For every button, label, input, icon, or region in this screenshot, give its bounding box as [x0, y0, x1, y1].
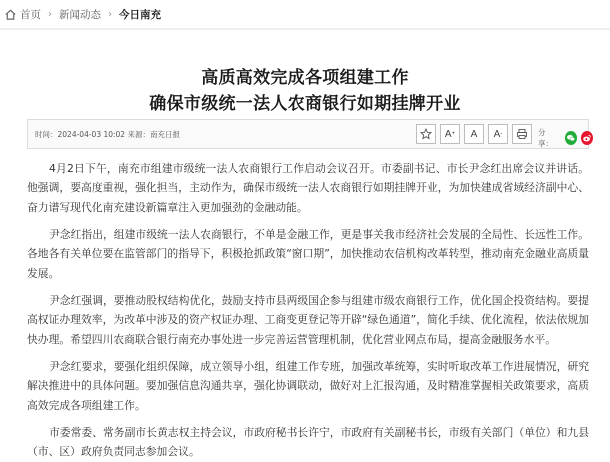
star-icon [420, 128, 432, 140]
share-group [538, 127, 593, 149]
breadcrumb-current: 今日南充 [119, 8, 161, 21]
wechat-share-icon[interactable] [565, 131, 577, 145]
breadcrumb-separator: › [48, 8, 52, 20]
weibo-icon [582, 133, 592, 143]
font-decrease-label: A [493, 128, 501, 140]
font-increase-sup: + [451, 131, 456, 137]
favorite-button[interactable] [416, 124, 436, 144]
font-decrease-button[interactable] [488, 124, 508, 144]
share-label: 分享： [538, 128, 553, 148]
header-divider [0, 28, 610, 30]
article-title-line1: 高质高效完成各项组建工作 [201, 68, 409, 88]
breadcrumb-section-link[interactable]: 新闻动态 [59, 8, 101, 21]
font-medium-button[interactable] [464, 124, 484, 144]
font-decrease-sup: - [500, 131, 503, 137]
breadcrumb-home-link[interactable]: 首页 [20, 8, 41, 21]
article-meta: 时间：2024-04-03 10:02 来源：南充日报 [35, 129, 180, 139]
article-paragraph: 尹念红指出，组建市级统一法人农商银行，不单是金融工作，更是事关我市经济社会发展的全局性、长远性工作。各地各有关单位要在监管部门的指导下，积极抢抓政策“窗口期”，加快推动农信机构改革转型，推动南充金融业高质量发展。 [27, 228, 589, 280]
font-increase-label: A [444, 128, 452, 140]
article-title-line2: 确保市级统一法人农商银行如期挂牌开业 [149, 94, 461, 114]
article-paragraph: 4月2日下午，南充市组建市级统一法人农商银行工作启动会议召开。市委副书记、市长尹念红出席会议并讲话。他强调，要高度重视，强化担当，主动作为，确保市级统一法人农商银行如期挂牌开业，为加快建成省域经济副中心、奋力谱写现代化南充建设新篇章注入更加强劲的金融动能。 [27, 162, 589, 214]
wechat-icon [566, 133, 576, 143]
article-paragraph: 尹念红强调，要推动股权结构优化，鼓励支持市县两级国企参与组建市级农商银行工作，优化国企投资结构。要提高权证办理效率，为改革中涉及的资产权证办理、工商变更登记等开辟“绿色通道”，简化手续、优化流程，依法依规加快办理。希望四川农商联合银行南充办事处进一步完善运营管理机制，优化营业网点布局，提高金融服务水平。 [27, 294, 589, 346]
font-medium-label: A [470, 128, 478, 140]
weibo-share-icon[interactable] [581, 131, 593, 145]
home-icon [4, 8, 17, 21]
breadcrumb [0, 0, 610, 28]
article-paragraph: 市委常委、常务副市长黄志权主持会议，市政府秘书长许宁，市政府有关副秘书长，市级有关部门（单位）和九县（市、区）政府负责同志参加会议。 [27, 426, 589, 459]
article-paragraph: 尹念红要求，要强化组织保障，成立领导小组，组建工作专班，加强改革统筹，实时听取改革工作进展情况，研究解决推进中的具体问题。要加强信息沟通共享，强化协调联动，做好对上汇报沟通，及时精准掌握相关政策要求，高质高效完成各项组建工作。 [27, 360, 589, 412]
article-meta-bar [27, 119, 589, 149]
print-button[interactable] [512, 124, 532, 144]
printer-icon [516, 128, 528, 140]
breadcrumb-separator: › [108, 8, 112, 20]
font-increase-button[interactable] [440, 124, 460, 144]
article-tools [416, 124, 532, 144]
